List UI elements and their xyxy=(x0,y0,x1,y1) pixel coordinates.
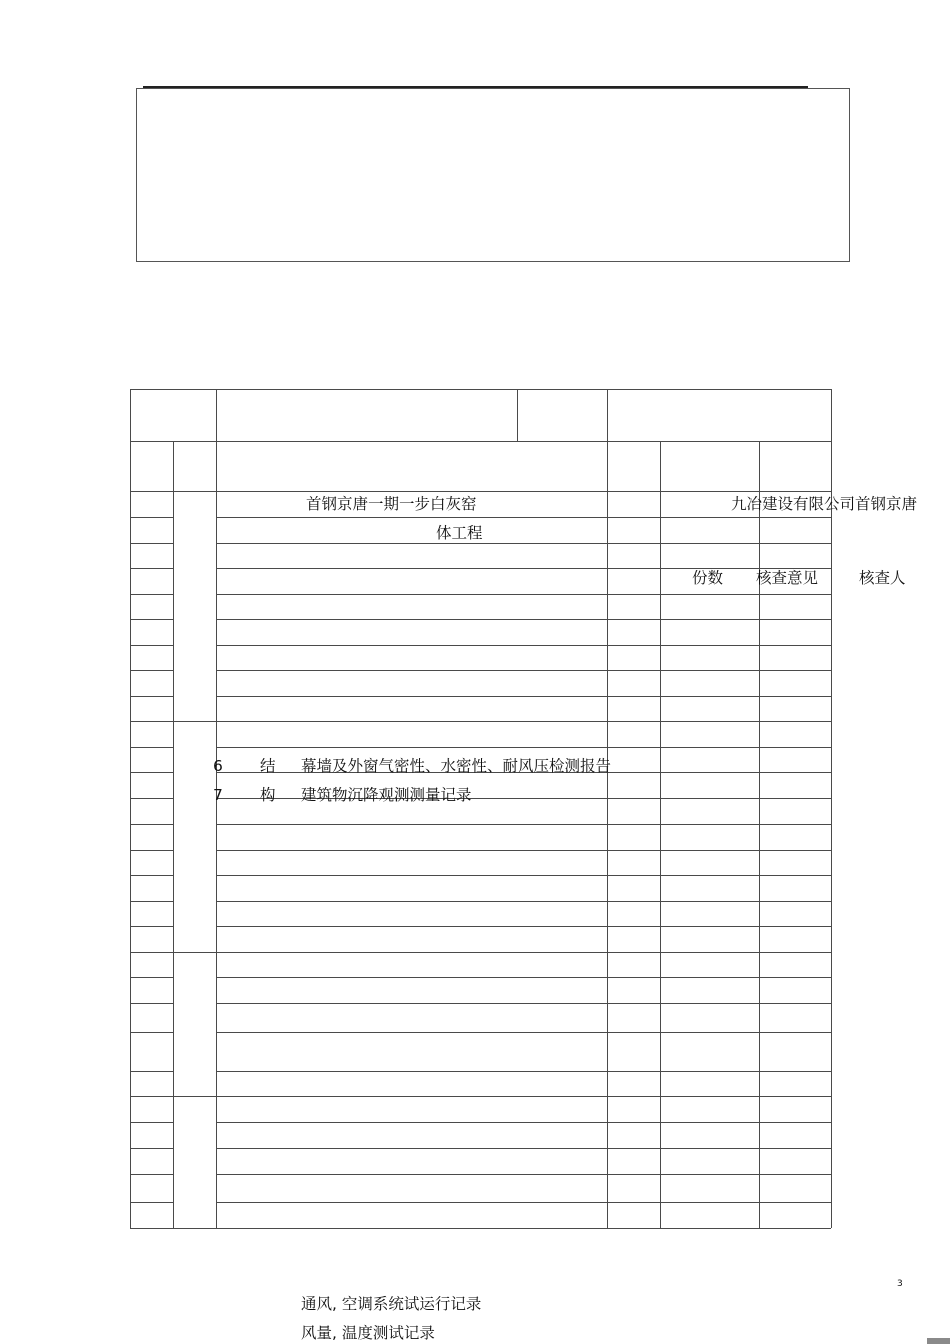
table-row-divider xyxy=(173,1096,831,1097)
table-row-divider xyxy=(216,568,831,569)
row-item: 幕墙及外窗气密性、水密性、耐风压检测报告 xyxy=(301,757,612,775)
table-row-divider xyxy=(130,1032,173,1033)
table-col-divider xyxy=(173,441,174,1228)
row-category: 结 xyxy=(260,757,276,775)
table-row-divider xyxy=(216,977,831,978)
project-name-line1: 首钢京唐一期一步白灰窑 xyxy=(306,495,477,513)
table-row-divider xyxy=(130,850,173,851)
table-row-divider xyxy=(216,875,831,876)
table-row-divider xyxy=(216,543,831,544)
table-row-divider xyxy=(130,1122,173,1123)
table-row-divider xyxy=(130,1003,173,1004)
table-row-divider xyxy=(130,926,173,927)
table-row-divider xyxy=(130,1148,173,1149)
row-item: 建筑物沉降观测测量记录 xyxy=(301,786,472,804)
table-row-divider xyxy=(216,824,831,825)
project-name-line2: 体工程 xyxy=(436,524,483,542)
row-number: 6 xyxy=(213,757,223,775)
table-row-divider xyxy=(173,952,831,953)
row-category: 构 xyxy=(260,786,276,804)
table-row-divider xyxy=(130,901,173,902)
table-row-divider xyxy=(130,875,173,876)
table-border-right xyxy=(831,389,832,1228)
table-row-divider xyxy=(130,1071,173,1072)
table-border-top xyxy=(130,389,831,390)
table-row-divider xyxy=(130,594,173,595)
table-row-divider xyxy=(216,594,831,595)
table-col-divider xyxy=(517,389,518,441)
table-row-divider xyxy=(130,824,173,825)
table-row-divider xyxy=(130,543,173,544)
table-col-divider xyxy=(216,389,217,1228)
footer-item: 风量, 温度测试记录 xyxy=(301,1324,435,1342)
count-column-label: 份数 xyxy=(692,569,724,587)
table-row-divider xyxy=(216,850,831,851)
contractor-name: 九冶建设有限公司首钢京唐 xyxy=(731,495,918,513)
table-header-divider xyxy=(130,441,831,442)
table-row-divider xyxy=(216,1148,831,1149)
table-row-divider xyxy=(173,721,831,722)
table-row-divider xyxy=(130,696,173,697)
table-row-divider xyxy=(130,568,173,569)
table-row-divider xyxy=(130,1096,173,1097)
table-border-bottom xyxy=(130,1228,831,1229)
table-row-divider xyxy=(130,721,173,722)
table-row-divider xyxy=(216,1122,831,1123)
table-row-divider xyxy=(216,747,831,748)
page-number: 3 xyxy=(897,1279,903,1289)
table-row-divider xyxy=(130,772,173,773)
table-row-divider xyxy=(216,670,831,671)
table-row-divider xyxy=(216,1003,831,1004)
row-number: 7 xyxy=(213,786,223,804)
table-row-divider xyxy=(130,491,831,492)
table-row-divider xyxy=(130,670,173,671)
table-row-divider xyxy=(130,1174,173,1175)
table-row-divider xyxy=(130,517,173,518)
table-border-left xyxy=(130,389,131,1228)
table-row-divider xyxy=(130,977,173,978)
table-row-divider xyxy=(216,696,831,697)
table-row-divider xyxy=(216,645,831,646)
checker-column-label: 核查人 xyxy=(859,569,906,587)
table-row-divider xyxy=(216,1071,831,1072)
table-row-divider xyxy=(130,798,173,799)
opinion-column-label: 核查意见 xyxy=(756,569,819,587)
table-row-divider xyxy=(130,1202,173,1203)
table-col-divider xyxy=(660,441,661,1228)
table-row-divider xyxy=(216,1174,831,1175)
table-row-divider xyxy=(216,1202,831,1203)
table-col-divider xyxy=(759,441,760,1228)
table-row-divider xyxy=(216,619,831,620)
table-row-divider xyxy=(130,747,173,748)
footer-item: 通风, 空调系统试运行记录 xyxy=(301,1295,482,1313)
table-row-divider xyxy=(130,952,173,953)
table-row-divider xyxy=(216,901,831,902)
corner-mark xyxy=(927,1338,950,1344)
table-row-divider xyxy=(130,619,173,620)
table-row-divider xyxy=(216,926,831,927)
table-row-divider xyxy=(216,517,831,518)
table-row-divider xyxy=(216,1032,831,1033)
table-row-divider xyxy=(130,645,173,646)
table-col-divider xyxy=(607,389,608,1228)
